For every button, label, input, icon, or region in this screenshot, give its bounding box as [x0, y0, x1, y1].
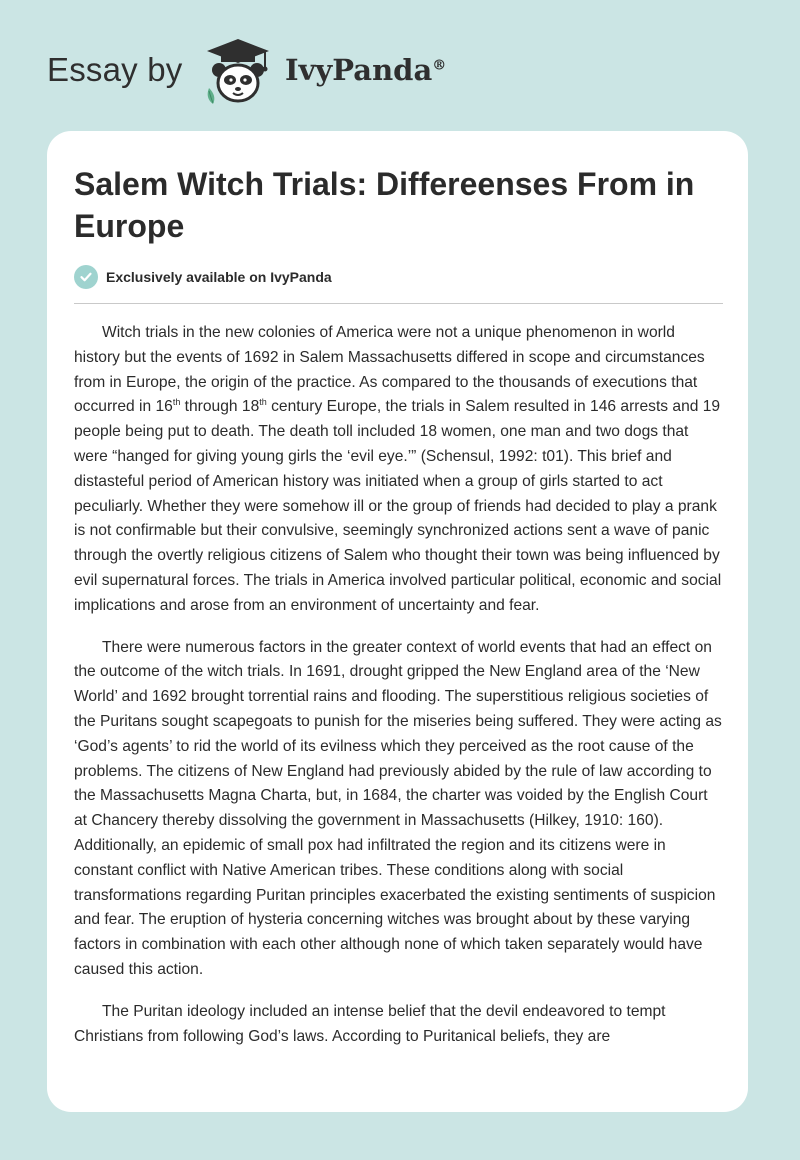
site-header [47, 36, 487, 106]
essay-body [74, 321, 724, 1066]
paragraph-1-part-c: century Europe, the trials in Salem resulted in 146 arrests and 19 people being put to death. The death toll included 18 women, one man and two dogs that were “hanged for giving young girls the ‘evil eye.’” (Schensul, 1992: t01). This brief and distasteful period of American history was initiated when a group of girls started to act peculiarly. Whether they were somehow ill or the group of friends had decided to play a prank is not confirmable but their convulsive, seemingly synchronized actions sent a wave of panic through the overtly religious citizens of Salem who thought their town was being influenced by evil supernatural forces. The trials in America involved particular political, economic and social implications and arose from an environment of uncertainty and fear. [74, 398, 722, 614]
paragraph-2: There were numerous factors in the greater context of world events that had an effect on the outcome of the witch trials. In 1691, drought gripped the New England area of the ‘New World’ and 1692 brought torrential rains and flooding. The superstitious religious societies of the Puritans sought scapegoats to punish for the miseries being suffered. They were acting as ‘God’s agents’ to rid the world of its evilness which they perceived as the root cause of the problems. The citizens of New England had previously abided by the rule of law according to the Massachusetts Magna Charta, but, in 1684, the charter was voided by the English Court at Chancery thereby dissolving the government in Massachusetts (Hilkey, 1910: 160). Additionally, an epidemic of small pox had infiltrated the region and its citizens were in constant conflict with Native American tribes. These conditions along with social transformations regarding Puritan principles exacerbated the existing sentiments of suspicion and fear. The eruption of hysteria concerning witches was brought about by these varying factors in combination with each other although none of which taken separately would have caused this action. [74, 638, 722, 978]
brand-logo-text[interactable] [285, 53, 446, 87]
ordinal-suffix: th [172, 397, 181, 408]
paragraph-3: The Puritan ideology included an intense belief that the devil endeavored to tempt Christians from following God’s laws. According to Puritanical beliefs, they are [74, 1002, 666, 1045]
paragraph-1-part-b: through 18 [180, 398, 260, 416]
badge-label: Exclusively available on IvyPanda [106, 269, 332, 285]
registered-mark: ® [432, 57, 447, 74]
availability-badge [74, 264, 332, 290]
brand-name: IvyPanda [285, 53, 433, 87]
check-circle-icon [74, 265, 98, 289]
paragraph-1-part-a: Witch trials in the new colonies of America were not a unique phenomenon in world history but the events of 1692 in Salem Massachusetts differed in scope and circumstances from in Europe, the origin of the practice. As compared to the thousands of executions that occurred in 16 [74, 324, 705, 416]
essay-by-label: Essay by [47, 51, 183, 88]
ordinal-suffix: th [259, 397, 267, 408]
panda-graduate-icon[interactable] [203, 36, 273, 106]
essay-card [47, 131, 748, 1112]
essay-title: Salem Witch Trials: Differeenses From in Europe [74, 166, 695, 244]
divider [74, 303, 723, 304]
paragraph-1 [74, 321, 724, 619]
